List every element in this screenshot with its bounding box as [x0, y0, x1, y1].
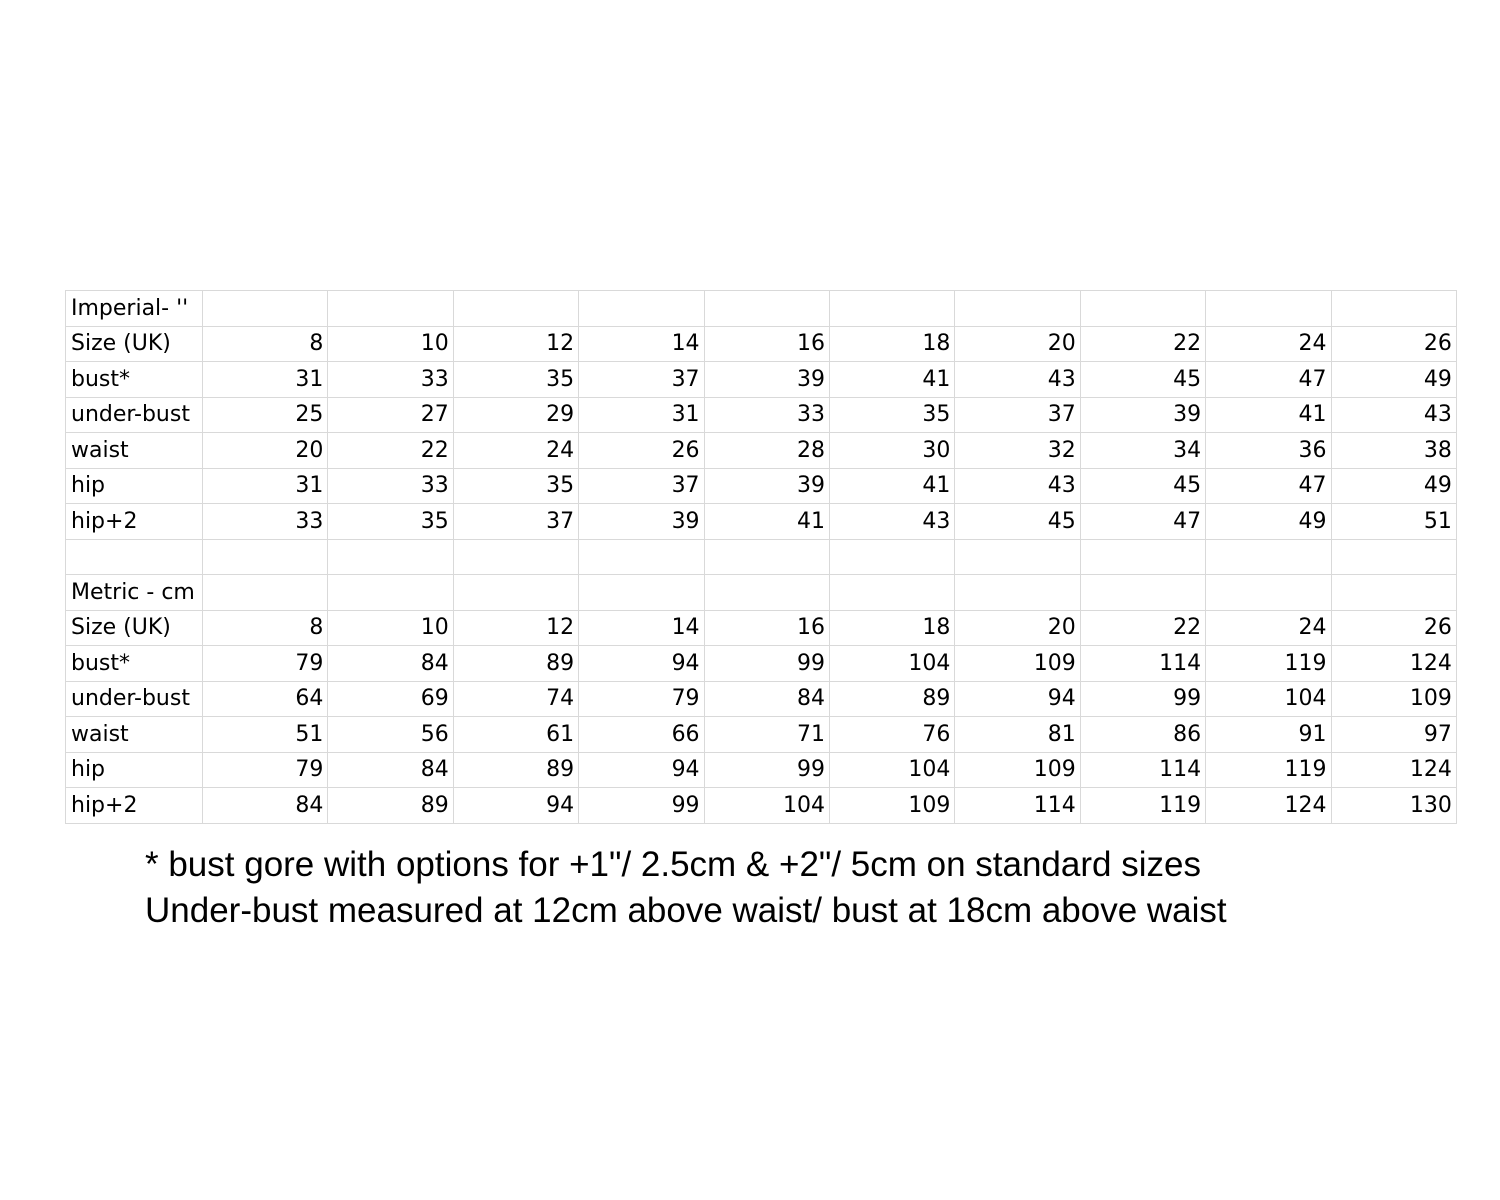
table-cell: 84 [328, 752, 453, 788]
measurement-note: Under-bust measured at 12cm above waist/ bust at 18cm above waist [145, 891, 1227, 930]
table-cell: 89 [328, 788, 453, 824]
empty-cell [1206, 575, 1331, 611]
table-cell: 20 [203, 433, 328, 469]
table-cell: 14 [579, 326, 704, 362]
table-cell: 61 [453, 717, 578, 753]
empty-cell [1080, 539, 1205, 575]
table-cell: 36 [1206, 433, 1331, 469]
table-cell: 39 [1080, 397, 1205, 433]
table-cell: 26 [1331, 326, 1456, 362]
table-cell: 35 [453, 468, 578, 504]
empty-cell [579, 291, 704, 327]
table-cell: 39 [704, 362, 829, 398]
table-cell: 104 [829, 646, 954, 682]
empty-cell [704, 575, 829, 611]
empty-cell [203, 291, 328, 327]
table-cell: 64 [203, 681, 328, 717]
table-cell: 99 [579, 788, 704, 824]
table-cell: 24 [1206, 326, 1331, 362]
empty-cell [453, 291, 578, 327]
table-cell: 104 [704, 788, 829, 824]
row-label: bust* [66, 646, 203, 682]
table-cell: 24 [453, 433, 578, 469]
table-cell: 51 [1331, 504, 1456, 540]
footnotes [145, 842, 1227, 934]
table-cell: 28 [704, 433, 829, 469]
empty-cell [453, 539, 578, 575]
empty-cell [203, 539, 328, 575]
table-cell: 119 [1206, 646, 1331, 682]
spacer-row [66, 539, 1457, 575]
table-row [66, 646, 1457, 682]
table-cell: 34 [1080, 433, 1205, 469]
table-cell: 79 [203, 752, 328, 788]
table-cell: 104 [1206, 681, 1331, 717]
table-cell: 20 [955, 326, 1080, 362]
table-cell: 84 [328, 646, 453, 682]
table-cell: 18 [829, 610, 954, 646]
empty-cell [453, 575, 578, 611]
table-cell: 114 [1080, 752, 1205, 788]
table-cell: 16 [704, 610, 829, 646]
table-cell: 43 [829, 504, 954, 540]
row-label: hip [66, 468, 203, 504]
row-label: waist [66, 717, 203, 753]
table-cell: 49 [1331, 468, 1456, 504]
table-cell: 29 [453, 397, 578, 433]
table-cell: 37 [579, 468, 704, 504]
table-cell: 94 [453, 788, 578, 824]
table-cell: 119 [1206, 752, 1331, 788]
table-cell: 81 [955, 717, 1080, 753]
table-cell: 45 [1080, 468, 1205, 504]
table-cell: 66 [579, 717, 704, 753]
table-cell: 109 [955, 646, 1080, 682]
section-title-row [66, 575, 1457, 611]
table-cell: 124 [1206, 788, 1331, 824]
table-cell: 35 [453, 362, 578, 398]
empty-cell [1080, 291, 1205, 327]
table-cell: 31 [203, 468, 328, 504]
empty-cell [1080, 575, 1205, 611]
table-cell: 76 [829, 717, 954, 753]
empty-cell [328, 291, 453, 327]
table-cell: 124 [1331, 752, 1456, 788]
table-cell: 130 [1331, 788, 1456, 824]
table-cell: 99 [704, 752, 829, 788]
table-row [66, 681, 1457, 717]
table-row [66, 788, 1457, 824]
table-cell: 47 [1206, 468, 1331, 504]
size-chart-table [65, 290, 1457, 824]
table-cell: 109 [829, 788, 954, 824]
table-cell: 33 [704, 397, 829, 433]
table-cell: 124 [1331, 646, 1456, 682]
table-cell: 24 [1206, 610, 1331, 646]
empty-cell [955, 539, 1080, 575]
table-cell: 33 [328, 468, 453, 504]
table-cell: 43 [955, 362, 1080, 398]
empty-cell [829, 539, 954, 575]
table-cell: 84 [704, 681, 829, 717]
table-cell: 45 [1080, 362, 1205, 398]
table-cell: 10 [328, 326, 453, 362]
table-row [66, 433, 1457, 469]
section-title: Imperial- '' [66, 291, 203, 327]
table-cell: 31 [203, 362, 328, 398]
table-cell: 35 [328, 504, 453, 540]
empty-cell [203, 575, 328, 611]
row-label: Size (UK) [66, 610, 203, 646]
table-cell: 45 [955, 504, 1080, 540]
empty-cell [704, 539, 829, 575]
table-cell: 32 [955, 433, 1080, 469]
section-title: Metric - cm [66, 575, 203, 611]
row-label: hip [66, 752, 203, 788]
table-cell: 86 [1080, 717, 1205, 753]
table-cell: 79 [579, 681, 704, 717]
table-cell: 22 [1080, 610, 1205, 646]
table-cell: 12 [453, 326, 578, 362]
table-cell: 25 [203, 397, 328, 433]
row-label: under-bust [66, 397, 203, 433]
table-cell: 69 [328, 681, 453, 717]
empty-cell [1206, 291, 1331, 327]
table-cell: 41 [829, 362, 954, 398]
empty-cell [1331, 291, 1456, 327]
table-cell: 14 [579, 610, 704, 646]
row-label: under-bust [66, 681, 203, 717]
table-row [66, 326, 1457, 362]
table-cell: 37 [955, 397, 1080, 433]
row-label: hip+2 [66, 788, 203, 824]
table-cell: 33 [328, 362, 453, 398]
table-cell: 39 [704, 468, 829, 504]
empty-cell [955, 575, 1080, 611]
table-cell: 27 [328, 397, 453, 433]
table-row [66, 397, 1457, 433]
table-cell: 94 [955, 681, 1080, 717]
empty-cell [955, 291, 1080, 327]
table-cell: 89 [829, 681, 954, 717]
empty-cell [66, 539, 203, 575]
table-cell: 8 [203, 610, 328, 646]
empty-cell [829, 575, 954, 611]
table-cell: 37 [453, 504, 578, 540]
table-cell: 26 [1331, 610, 1456, 646]
table-cell: 43 [1331, 397, 1456, 433]
row-label: Size (UK) [66, 326, 203, 362]
table-cell: 114 [1080, 646, 1205, 682]
empty-cell [328, 575, 453, 611]
table-cell: 94 [579, 646, 704, 682]
table-row [66, 468, 1457, 504]
table-cell: 10 [328, 610, 453, 646]
empty-cell [1331, 539, 1456, 575]
table-cell: 74 [453, 681, 578, 717]
table-cell: 49 [1331, 362, 1456, 398]
row-label: bust* [66, 362, 203, 398]
table-cell: 89 [453, 752, 578, 788]
table-cell: 39 [579, 504, 704, 540]
table-cell: 22 [328, 433, 453, 469]
table-cell: 16 [704, 326, 829, 362]
table-cell: 89 [453, 646, 578, 682]
table-cell: 22 [1080, 326, 1205, 362]
table-cell: 47 [1206, 362, 1331, 398]
table-cell: 20 [955, 610, 1080, 646]
table-cell: 31 [579, 397, 704, 433]
row-label: waist [66, 433, 203, 469]
table-cell: 97 [1331, 717, 1456, 753]
table-cell: 43 [955, 468, 1080, 504]
table-cell: 119 [1080, 788, 1205, 824]
empty-cell [1206, 539, 1331, 575]
empty-cell [328, 539, 453, 575]
empty-cell [829, 291, 954, 327]
table-cell: 8 [203, 326, 328, 362]
row-label: hip+2 [66, 504, 203, 540]
table-cell: 38 [1331, 433, 1456, 469]
table-cell: 99 [704, 646, 829, 682]
table-cell: 41 [1206, 397, 1331, 433]
table-cell: 84 [203, 788, 328, 824]
empty-cell [1331, 575, 1456, 611]
table-cell: 49 [1206, 504, 1331, 540]
section-title-row [66, 291, 1457, 327]
table-cell: 41 [829, 468, 954, 504]
table-cell: 30 [829, 433, 954, 469]
table-cell: 99 [1080, 681, 1205, 717]
table-row [66, 610, 1457, 646]
table-cell: 114 [955, 788, 1080, 824]
table-cell: 26 [579, 433, 704, 469]
table-cell: 71 [704, 717, 829, 753]
table-cell: 56 [328, 717, 453, 753]
table-row [66, 504, 1457, 540]
table-cell: 109 [1331, 681, 1456, 717]
bust-gore-note: * bust gore with options for +1"/ 2.5cm & +2"/ 5cm on standard sizes [145, 845, 1201, 884]
table-cell: 47 [1080, 504, 1205, 540]
table-row [66, 752, 1457, 788]
table-cell: 37 [579, 362, 704, 398]
table-cell: 104 [829, 752, 954, 788]
table-cell: 79 [203, 646, 328, 682]
table-cell: 41 [704, 504, 829, 540]
table-cell: 33 [203, 504, 328, 540]
table-cell: 12 [453, 610, 578, 646]
empty-cell [704, 291, 829, 327]
table-row [66, 717, 1457, 753]
size-chart-body [66, 291, 1457, 824]
table-cell: 94 [579, 752, 704, 788]
table-row [66, 362, 1457, 398]
empty-cell [579, 575, 704, 611]
table-cell: 18 [829, 326, 954, 362]
table-cell: 91 [1206, 717, 1331, 753]
empty-cell [579, 539, 704, 575]
table-cell: 109 [955, 752, 1080, 788]
table-cell: 51 [203, 717, 328, 753]
table-cell: 35 [829, 397, 954, 433]
